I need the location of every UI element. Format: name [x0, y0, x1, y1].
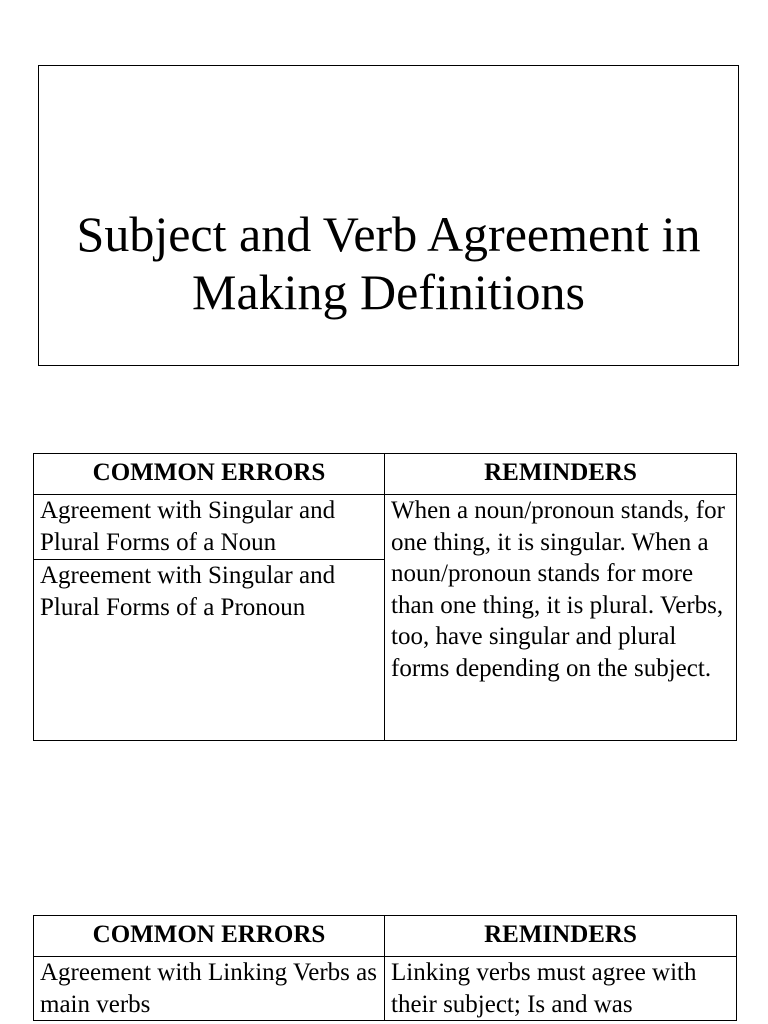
table-header-row [34, 454, 737, 495]
errors-reminders-table-1 [33, 453, 737, 741]
table-header-row [34, 916, 737, 957]
reminder-cell: When a noun/pronoun stands, for one thing, it is singular. When a noun/pronoun stands for more than one thing, it is plural. Verbs, too, have singular and plural forms depending on the subject. [385, 495, 737, 741]
error-cell-noun: Agreement with Singular and Plural Forms of a Noun [34, 495, 385, 560]
title-line-2: Making Definitions [191, 264, 586, 320]
errors-reminders-table-2 [33, 915, 737, 1021]
header-common-errors: COMMON ERRORS [34, 916, 385, 957]
header-common-errors: COMMON ERRORS [34, 454, 385, 495]
title-slide-box [38, 65, 739, 366]
table-row [34, 495, 737, 560]
table-row [34, 957, 737, 1021]
header-reminders: REMINDERS [385, 454, 737, 495]
header-reminders: REMINDERS [385, 916, 737, 957]
reminder-cell: Linking verbs must agree with their subject; Is and was [385, 957, 737, 1021]
error-cell-linking-verbs: Agreement with Linking Verbs as main verbs [34, 957, 385, 1021]
title-line-1: Subject and Verb Agreement in [76, 206, 701, 262]
error-cell-pronoun: Agreement with Singular and Plural Forms of a Pronoun [34, 560, 385, 741]
page-title [39, 205, 738, 321]
